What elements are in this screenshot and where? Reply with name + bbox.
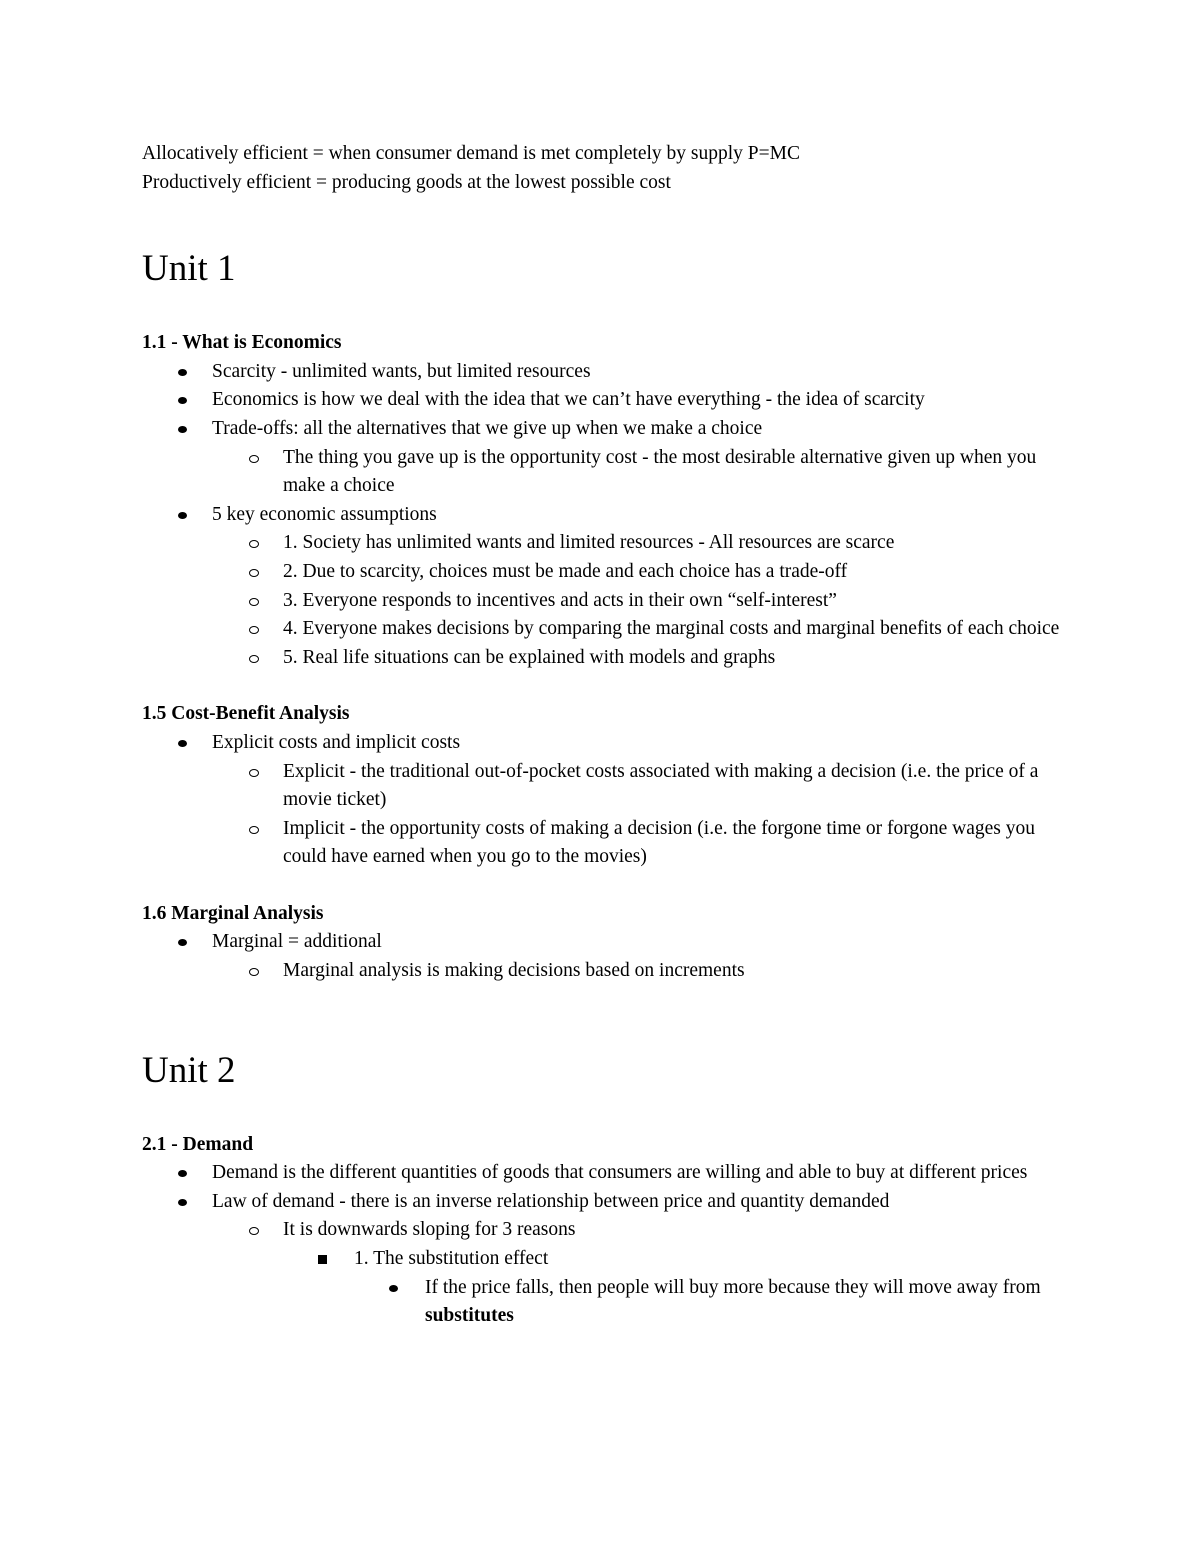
list-item: 1. The substitution effect — [354, 1248, 549, 1270]
list-item: Marginal analysis is making decisions based on increments — [283, 960, 745, 982]
section-1-5-heading: 1.5 Cost-Benefit Analysis — [142, 703, 350, 725]
list-item: Implicit - the opportunity costs of making a decision (i.e. the forgone time or forgone wages you could have earned when you go to the movies) — [283, 817, 1036, 868]
term-substitutes: substitutes — [425, 1305, 514, 1327]
list-item: 4. Everyone makes decisions by comparing the marginal costs and marginal benefits of each choice — [283, 618, 1060, 640]
list-item: Economics is how we deal with the idea that we can’t have everything - the idea of scarcity — [212, 389, 925, 411]
document-page — [142, 140, 1072, 1331]
list-item: Explicit costs and implicit costs — [212, 731, 461, 753]
section-1-1-heading: 1.1 - What is Economics — [142, 332, 342, 354]
list-item: Demand is the different quantities of goods that consumers are willing and able to buy at different prices — [212, 1162, 1028, 1184]
list-item: It is downwards sloping for 3 reasons — [283, 1219, 576, 1241]
section-2-1-heading: 2.1 - Demand — [142, 1133, 254, 1155]
list-item: Marginal = additional — [212, 931, 382, 953]
list-item: Trade-offs: all the alternatives that we give up when we make a choice — [212, 417, 763, 439]
list-item: Explicit - the traditional out-of-pocket costs associated with making a decision (i.e. the price of a movie ticket) — [283, 760, 1039, 811]
section-1-6-heading: 1.6 Marginal Analysis — [142, 902, 324, 924]
section-1-5-list — [142, 729, 1072, 872]
section-1-1-list — [142, 358, 1072, 673]
list-item: 5. Real life situations can be explained with models and graphs — [283, 646, 776, 668]
intro-line-allocative: Allocatively efficient = when consumer demand is met completely by supply P=MC — [142, 143, 800, 164]
list-item: 3. Everyone responds to incentives and acts in their own “self-interest” — [283, 589, 837, 611]
list-item: 1. Society has unlimited wants and limited resources - All resources are scarce — [283, 532, 895, 554]
intro-line-productive: Productively efficient = producing goods at the lowest possible cost — [142, 171, 671, 193]
list-item: Scarcity - unlimited wants, but limited resources — [212, 360, 591, 382]
list-item: If the price falls, then people will buy more because they will move away from substitutes — [425, 1276, 1041, 1327]
list-item: Law of demand - there is an inverse relationship between price and quantity demanded — [212, 1190, 890, 1212]
list-item: 2. Due to scarcity, choices must be made and each choice has a trade-off — [283, 560, 848, 582]
unit-2-title: Unit 2 — [142, 1049, 236, 1091]
section-1-6-list — [142, 928, 1072, 985]
unit-1-title: Unit 1 — [142, 248, 236, 290]
list-item: 5 key economic assumptions — [212, 503, 437, 525]
section-2-1-list — [142, 1159, 1072, 1331]
list-item: The thing you gave up is the opportunity cost - the most desirable alternative given up when you make a choice — [283, 446, 1037, 497]
